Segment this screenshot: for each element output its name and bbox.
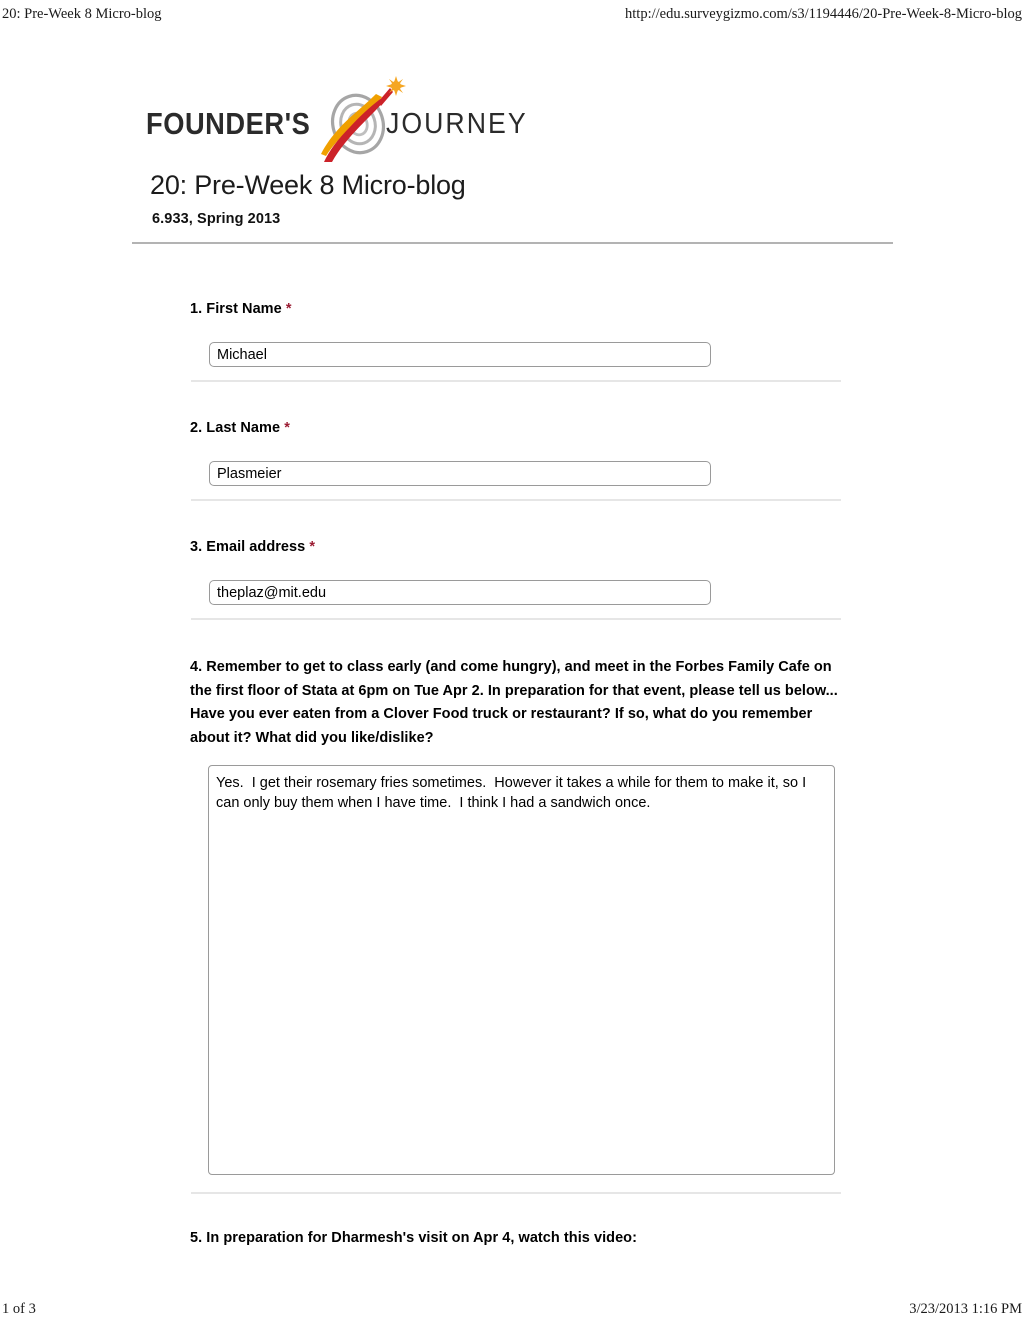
question-1-text: First Name — [206, 301, 282, 317]
page-subtitle: 6.933, Spring 2013 — [152, 211, 281, 227]
page-title: 20: Pre-Week 8 Micro-blog — [150, 170, 466, 200]
print-footer-timestamp: 3/23/2013 1:16 PM — [909, 1301, 1022, 1317]
logo-word-journey: JOURNEY — [386, 108, 528, 140]
founders-journey-logo — [146, 80, 526, 160]
question-1-label — [190, 301, 292, 317]
question-3-number: 3. — [190, 539, 203, 555]
required-asterisk: * — [284, 420, 290, 436]
logo-word-founders: FOUNDER'S — [146, 106, 311, 141]
question-2-text: Last Name — [206, 420, 281, 436]
question-1-divider — [191, 380, 841, 382]
first-name-input[interactable] — [209, 342, 711, 367]
question-4-label — [190, 656, 840, 750]
question-2-divider — [191, 499, 841, 501]
print-header-url: http://edu.surveygizmo.com/s3/1194446/20-Pre-Week-8-Micro-blog — [625, 6, 1022, 22]
question-5-number: 5. — [190, 1230, 203, 1246]
last-name-input[interactable] — [209, 461, 711, 486]
question-4-divider — [191, 1192, 841, 1194]
question-3-divider — [191, 618, 841, 620]
question-4-text: Remember to get to class early (and come hungry), and meet in the Forbes Family Cafe on the first floor of Stata at 6pm on Tue Apr 2. In preparation for that event, please tell us below... Have you ever eaten from a Clover Food truck or restaurant? If so, what do you remember about it? What did you like/dislike? — [190, 659, 838, 746]
question-5-label — [190, 1230, 637, 1246]
required-asterisk: * — [285, 301, 292, 317]
email-address-input[interactable] — [209, 580, 711, 605]
question-3-label — [190, 539, 315, 555]
clover-food-response-textarea[interactable] — [208, 765, 835, 1175]
question-2-number: 2. — [190, 420, 203, 436]
question-5-text: In preparation for Dharmesh's visit on Apr 4, watch this video: — [206, 1230, 637, 1246]
question-4-number: 4. — [190, 659, 203, 675]
print-header-title: 20: Pre-Week 8 Micro-blog — [2, 6, 162, 22]
question-2-label — [190, 420, 290, 436]
rocket-target-icon — [318, 74, 410, 166]
required-asterisk: * — [309, 539, 316, 555]
header-divider — [132, 242, 893, 244]
question-1-number: 1. — [190, 301, 203, 317]
print-footer-page: 1 of 3 — [2, 1301, 36, 1317]
question-3-text: Email address — [206, 539, 306, 555]
